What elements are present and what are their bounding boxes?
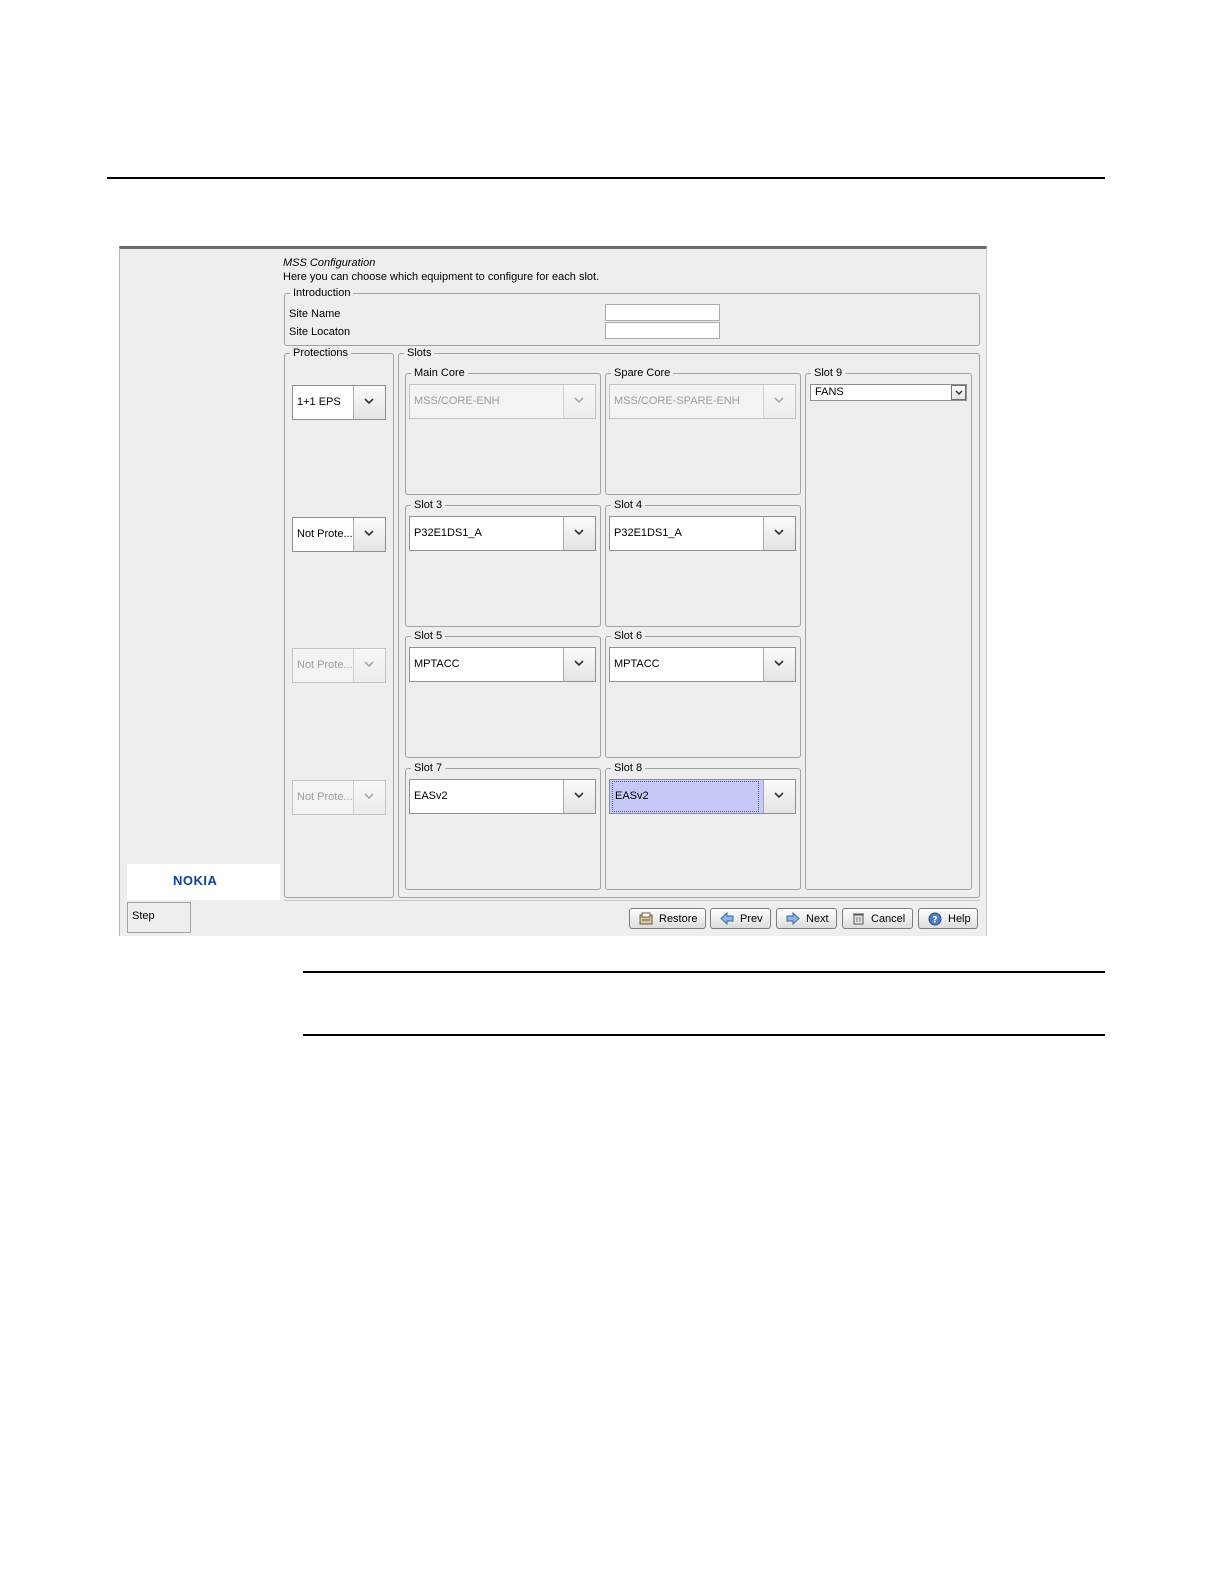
chevron-down-icon (563, 385, 595, 418)
arrow-right-icon (786, 912, 800, 928)
chevron-down-icon[interactable] (763, 517, 795, 550)
chevron-down-icon[interactable] (763, 648, 795, 681)
chevron-down-icon[interactable] (353, 518, 385, 551)
slot-8-combo[interactable]: EASv2 (609, 779, 796, 814)
site-location-input[interactable] (605, 322, 720, 339)
protection-combo-4: Not Prote... (292, 780, 386, 815)
slot-9-legend: Slot 9 (811, 366, 845, 380)
note-rule-top (303, 971, 1105, 973)
spare-core-group (605, 367, 801, 495)
chevron-down-icon (353, 781, 385, 814)
chevron-down-icon[interactable] (563, 517, 595, 550)
restore-icon (639, 912, 653, 928)
note-rule-bottom (303, 1034, 1105, 1036)
protection-combo-1[interactable]: 1+1 EPS (292, 385, 386, 420)
cancel-button[interactable]: Cancel (842, 908, 913, 929)
chevron-down-icon[interactable] (951, 385, 966, 400)
slot-7-combo[interactable]: EASv2 (409, 779, 596, 814)
step-label: Step (132, 910, 155, 922)
main-core-legend: Main Core (411, 366, 468, 380)
logo-area (127, 864, 280, 900)
protection-combo-3: Not Prote... (292, 648, 386, 683)
trash-icon (852, 912, 865, 928)
slot-4-combo[interactable]: P32E1DS1_A (609, 516, 796, 551)
chevron-down-icon (353, 649, 385, 682)
chevron-down-icon (763, 385, 795, 418)
help-button[interactable]: ? Help (918, 908, 978, 929)
slot-7-legend: Slot 7 (411, 761, 445, 775)
page-title: MSS Configuration (283, 257, 376, 269)
prev-button[interactable]: Prev (710, 908, 771, 929)
slots-legend: Slots (404, 346, 434, 360)
slot-5-legend: Slot 5 (411, 629, 445, 643)
arrow-left-icon (720, 912, 734, 928)
spare-core-legend: Spare Core (611, 366, 673, 380)
step-box (127, 902, 191, 933)
help-icon (928, 912, 942, 929)
slot-9-combo[interactable]: FANS (810, 384, 967, 401)
button-bar-divider (284, 900, 980, 901)
slot-5-combo[interactable]: MPTACC (409, 647, 596, 682)
restore-button[interactable]: Restore (629, 908, 706, 929)
slot-8-legend: Slot 8 (611, 761, 645, 775)
spare-core-combo: MSS/CORE-SPARE-ENH (609, 384, 796, 419)
slot-9-group (805, 367, 972, 890)
main-core-group (405, 367, 601, 495)
slot-6-legend: Slot 6 (611, 629, 645, 643)
site-location-label: Site Locaton (289, 326, 351, 338)
top-rule (107, 177, 1105, 179)
slot-4-group (605, 499, 801, 627)
protections-legend: Protections (290, 346, 351, 360)
slot-7-group (405, 762, 601, 890)
chevron-down-icon[interactable] (563, 780, 595, 813)
site-name-label: Site Name (289, 308, 341, 320)
nokia-logo: NOKIA (173, 873, 218, 888)
main-core-combo: MSS/CORE-ENH (409, 384, 596, 419)
slot-3-group (405, 499, 601, 627)
slot-3-combo[interactable]: P32E1DS1_A (409, 516, 596, 551)
introduction-group (284, 287, 980, 346)
chevron-down-icon[interactable] (763, 780, 795, 813)
slot-8-group (605, 762, 801, 890)
slot-5-group (405, 630, 601, 758)
slot-6-combo[interactable]: MPTACC (609, 647, 796, 682)
site-name-input[interactable] (605, 304, 720, 321)
protections-group (284, 347, 394, 898)
introduction-legend: Introduction (290, 286, 353, 300)
slot-4-legend: Slot 4 (611, 498, 645, 512)
slots-group (398, 347, 980, 898)
mss-configuration-window (119, 246, 987, 936)
next-button[interactable]: Next (776, 908, 837, 929)
chevron-down-icon[interactable] (563, 648, 595, 681)
page-description: Here you can choose which equipment to configure for each slot. (283, 271, 600, 283)
chevron-down-icon[interactable] (353, 386, 385, 419)
slot-6-group (605, 630, 801, 758)
protection-combo-2[interactable]: Not Prote... (292, 517, 386, 552)
svg-text:?: ? (932, 915, 938, 926)
slot-3-legend: Slot 3 (411, 498, 445, 512)
